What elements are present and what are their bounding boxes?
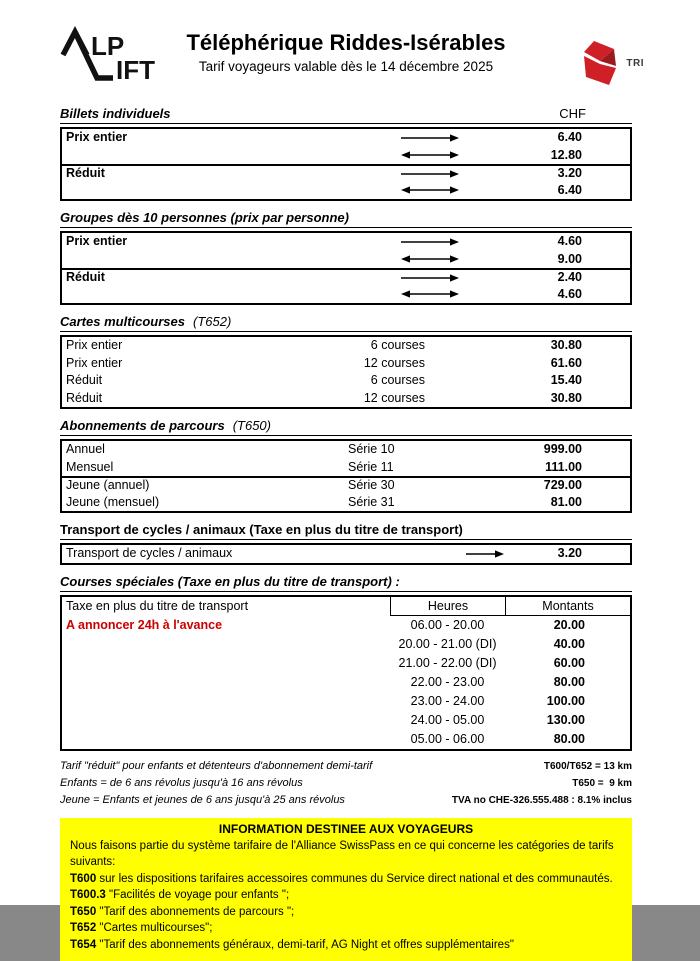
section-title: Transport de cycles / animaux (Taxe en plus du titre de transport) xyxy=(60,522,463,537)
fare-price: 12.80 xyxy=(462,147,630,165)
time-range: 06.00 - 20.00 xyxy=(390,616,505,635)
fare-price: 6.40 xyxy=(462,129,630,147)
serie-label: Série 11 xyxy=(348,459,458,477)
multicourses-table xyxy=(60,335,632,409)
distance-note: T600/T652 = 13 km xyxy=(544,761,632,772)
table-row xyxy=(62,129,630,147)
table-row xyxy=(62,390,630,408)
table-row xyxy=(62,182,630,200)
one-way-arrow-icon xyxy=(400,133,462,143)
page-title: Téléphérique Riddes-Isérables xyxy=(131,30,561,56)
fare-price: 3.20 xyxy=(505,545,630,563)
fare-price: 3.20 xyxy=(462,165,630,183)
amount-value: 20.00 xyxy=(505,616,630,635)
amount-value: 80.00 xyxy=(505,673,630,692)
footnote-row xyxy=(60,777,632,794)
info-item: T600.3 "Facilités de voyage pour enfants "; xyxy=(70,887,622,904)
passenger-information-box xyxy=(60,818,632,961)
subscription-label: Jeune (annuel) xyxy=(62,477,348,495)
currency-label: CHF xyxy=(559,106,632,121)
fare-price: 2.40 xyxy=(462,269,630,287)
section-title: Billets individuels xyxy=(60,106,171,121)
tri-logo-label: TRI xyxy=(626,58,644,69)
tri-logo-icon xyxy=(582,40,622,86)
table-row xyxy=(62,268,630,286)
section-heading-cycles xyxy=(60,522,632,540)
info-intro: Nous faisons partie du système tarifaire de l'Alliance SwissPass en ce qui concerne les catégories de tarifs suivants: xyxy=(70,838,622,871)
fare-label: Réduit xyxy=(62,390,275,408)
subscription-label: Mensuel xyxy=(62,459,348,477)
table-row xyxy=(62,441,630,459)
fare-price: 4.60 xyxy=(462,286,630,304)
section-title: Courses spéciales (Taxe en plus du titre de transport) : xyxy=(60,574,400,589)
tariff-code: T652 xyxy=(70,922,96,934)
info-box-title: INFORMATION DESTINEE AUX VOYAGEURS xyxy=(70,822,622,836)
courses-count: 6 courses xyxy=(275,372,425,390)
serie-label: Série 31 xyxy=(348,494,458,512)
fare-label: Prix entier xyxy=(62,129,400,147)
fare-price: 15.40 xyxy=(425,372,630,390)
serie-label: Série 10 xyxy=(348,441,458,459)
amount-value: 100.00 xyxy=(505,692,630,711)
one-way-arrow-icon xyxy=(400,237,462,247)
table-row xyxy=(62,286,630,304)
column-header-montants: Montants xyxy=(505,597,630,616)
time-range: 24.00 - 05.00 xyxy=(390,711,505,730)
document-header xyxy=(60,26,632,92)
table-row xyxy=(62,372,630,390)
fare-label: Transport de cycles / animaux xyxy=(62,545,465,563)
table-row xyxy=(62,251,630,269)
billets-table xyxy=(60,127,632,201)
section-heading-abonnements xyxy=(60,418,632,436)
tariff-code: (T650) xyxy=(233,418,271,433)
column-header-heures: Heures xyxy=(390,597,505,616)
section-title: Abonnements de parcours (T650) xyxy=(60,418,271,433)
fare-price: 9.00 xyxy=(462,251,630,269)
table-row xyxy=(62,459,630,477)
table-row xyxy=(62,355,630,373)
abonnements-table xyxy=(60,439,632,513)
footnote-text: Jeune = Enfants et jeunes de 6 ans jusqu'à 25 ans révolus xyxy=(60,794,345,806)
fare-label: Prix entier xyxy=(62,355,275,373)
round-trip-arrow-icon xyxy=(400,185,462,195)
footnote-text: Tarif "réduit" pour enfants et détenteurs d'abonnement demi-tarif xyxy=(60,760,372,772)
groupes-table xyxy=(60,231,632,305)
tariff-code: T654 xyxy=(70,939,96,951)
courses-count: 12 courses xyxy=(275,390,425,408)
fare-price: 729.00 xyxy=(458,477,630,495)
fare-label: Prix entier xyxy=(62,233,400,251)
footnote-text: Enfants = de 6 ans révolus jusqu'à 16 ans révolus xyxy=(60,777,303,789)
one-way-arrow-icon xyxy=(400,169,462,179)
amount-value: 80.00 xyxy=(505,730,630,749)
amount-value: 130.00 xyxy=(505,711,630,730)
tariff-code: T600.3 xyxy=(70,889,106,901)
footnote-row xyxy=(60,794,632,811)
footnote-row xyxy=(60,760,632,777)
info-item: T650 "Tarif des abonnements de parcours "; xyxy=(70,904,622,921)
one-way-arrow-icon xyxy=(400,273,462,283)
tariff-code: T600 xyxy=(70,873,96,885)
courses-speciales-left-column xyxy=(62,597,390,749)
subscription-label: Annuel xyxy=(62,441,348,459)
fare-price: 30.80 xyxy=(425,390,630,408)
table-row xyxy=(62,233,630,251)
time-range: 05.00 - 06.00 xyxy=(390,730,505,749)
tri-logo xyxy=(582,40,644,86)
vat-note: TVA no CHE-326.555.488 : 8.1% inclus xyxy=(452,795,632,806)
section-title: Groupes dès 10 personnes (prix par personne) xyxy=(60,210,349,225)
info-item: T652 "Cartes multicourses"; xyxy=(70,920,622,937)
section-heading-billets xyxy=(60,106,632,124)
round-trip-arrow-icon xyxy=(400,289,462,299)
courses-count: 12 courses xyxy=(275,355,425,373)
section-heading-multicourses xyxy=(60,314,632,332)
table-row xyxy=(62,337,630,355)
footnotes xyxy=(60,760,632,811)
fare-price: 61.60 xyxy=(425,355,630,373)
amount-value: 40.00 xyxy=(505,635,630,654)
info-item: T600 sur les dispositions tarifaires accessoires communes du Service direct national et des communautés. xyxy=(70,871,622,888)
table-row xyxy=(62,164,630,182)
fare-price: 999.00 xyxy=(458,441,630,459)
cycles-table xyxy=(60,543,632,565)
column-header-taxe: Taxe en plus du titre de transport xyxy=(62,597,390,616)
fare-label: Réduit xyxy=(62,372,275,390)
svg-text:IFT: IFT xyxy=(116,55,155,85)
heures-column xyxy=(390,597,505,749)
section-heading-courses-speciales xyxy=(60,574,632,592)
fare-price: 81.00 xyxy=(458,494,630,512)
tariff-code: (T652) xyxy=(193,314,231,329)
courses-count: 6 courses xyxy=(275,337,425,355)
serie-label: Série 30 xyxy=(348,477,458,495)
table-row xyxy=(62,147,630,165)
one-way-arrow-icon xyxy=(465,549,505,559)
fare-label: Réduit xyxy=(62,269,400,287)
amount-value: 60.00 xyxy=(505,654,630,673)
time-range: 22.00 - 23.00 xyxy=(390,673,505,692)
time-range: 23.00 - 24.00 xyxy=(390,692,505,711)
fare-price: 4.60 xyxy=(462,233,630,251)
page-subtitle: Tarif voyageurs valable dès le 14 décembre 2025 xyxy=(131,59,561,74)
section-heading-groupes xyxy=(60,210,632,228)
table-row xyxy=(62,545,630,563)
distance-note: T650 = 9 km xyxy=(572,778,632,789)
svg-text:LP: LP xyxy=(91,31,124,61)
fare-price: 111.00 xyxy=(458,459,630,477)
round-trip-arrow-icon xyxy=(400,254,462,264)
tariff-code: T650 xyxy=(70,906,96,918)
advance-notice-text: A annoncer 24h à l'avance xyxy=(62,616,390,635)
fare-label: Prix entier xyxy=(62,337,275,355)
time-range: 20.00 - 21.00 (DI) xyxy=(390,635,505,654)
time-range: 21.00 - 22.00 (DI) xyxy=(390,654,505,673)
table-row xyxy=(62,476,630,494)
info-item: T654 "Tarif des abonnements généraux, demi-tarif, AG Night et offres supplémentaires" xyxy=(70,937,622,954)
fare-label: Réduit xyxy=(62,165,400,183)
table-row xyxy=(62,494,630,512)
fare-price: 30.80 xyxy=(425,337,630,355)
montants-column xyxy=(505,597,630,749)
round-trip-arrow-icon xyxy=(400,150,462,160)
fare-price: 6.40 xyxy=(462,182,630,200)
subscription-label: Jeune (mensuel) xyxy=(62,494,348,512)
section-title: Cartes multicourses (T652) xyxy=(60,314,231,329)
courses-speciales-table xyxy=(60,595,632,751)
